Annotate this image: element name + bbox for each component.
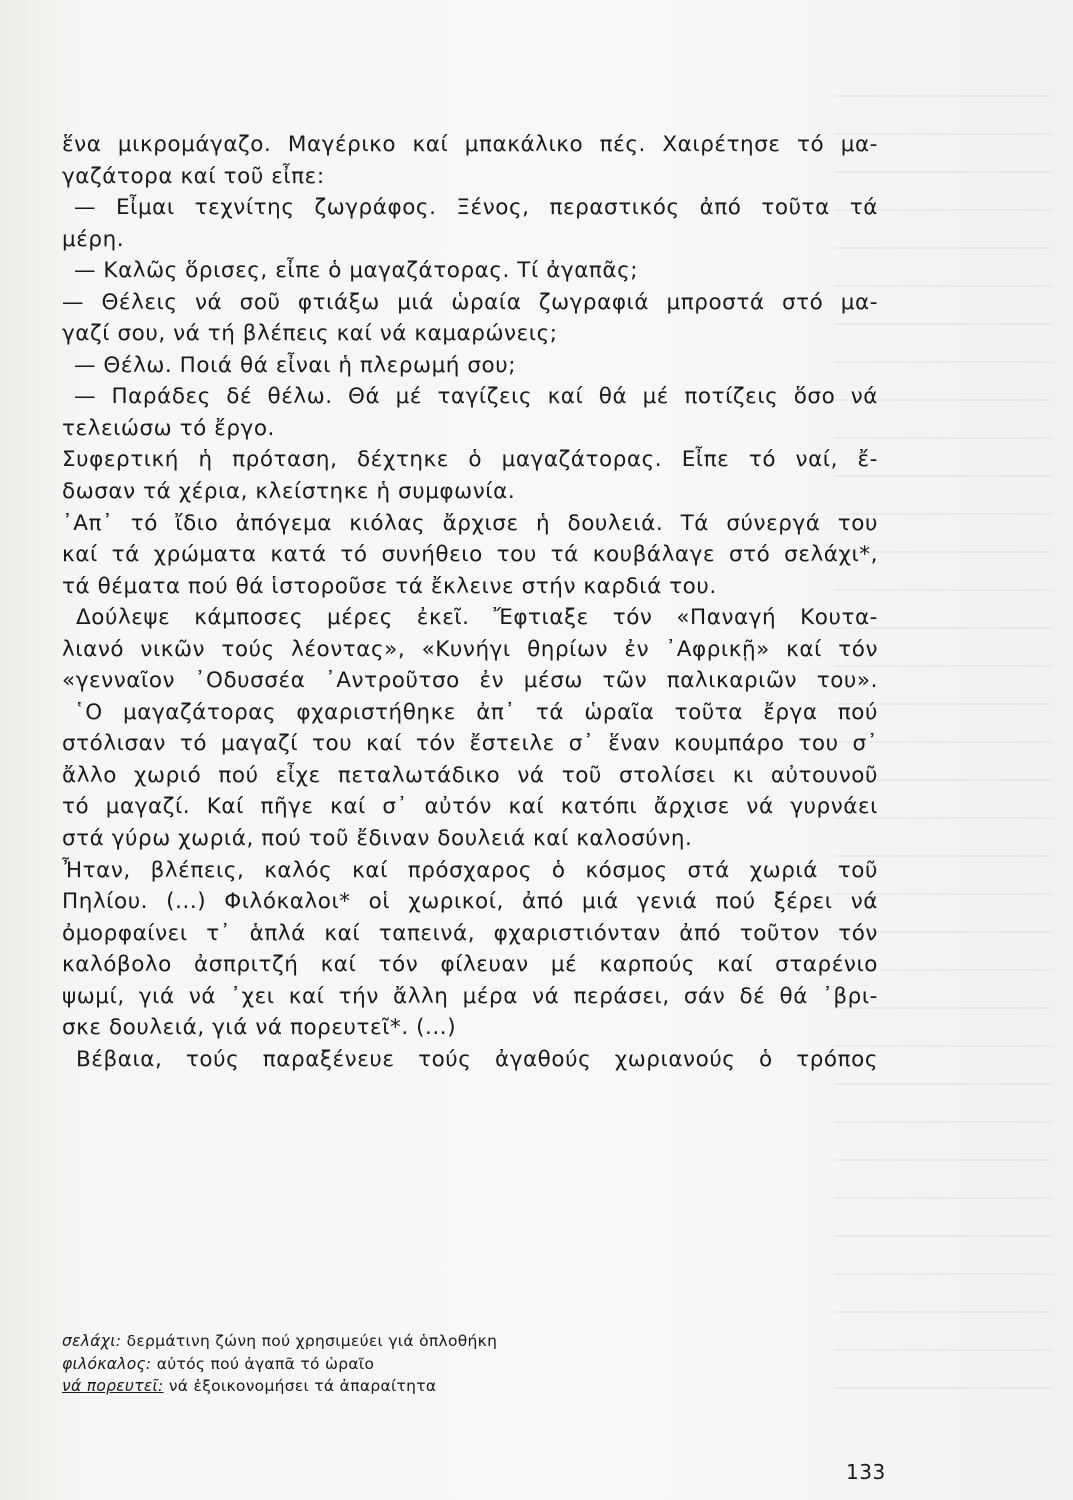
body-line: ψωμί, γιά νά ᾿χει καί τήν ἄλλη μέρα νά περάσει, σάν δέ θά ᾿βρι- — [62, 983, 878, 1009]
body-line: καλόβολο ἀσπριτζή καί τόν φίλευαν μέ καρπούς καί σταρένιο — [62, 952, 878, 978]
body-line: ὀμορφαίνει τ᾿ ἁπλά καί ταπεινά, φχαριστιόνταν ἀπό τοῦτον τόν — [62, 920, 878, 946]
page-number: 133 — [846, 1460, 886, 1484]
body-line: ῾Ο μαγαζάτορας φχαριστήθηκε ἀπ᾿ τά ὡραῖα τοῦτα ἔργα πού — [74, 699, 878, 725]
body-line: γαζάτορα καί τοῦ εἶπε: — [62, 163, 325, 189]
body-line: Ἦταν, βλέπεις, καλός καί πρόσχαρος ὁ κόσμος στά χωριά τοῦ — [62, 857, 878, 883]
body-line: ἕνα μικρομάγαζο. Μαγέρικο καί μπακάλικο πές. Χαιρέτησε τό μα- — [62, 132, 878, 157]
footnote — [62, 1375, 762, 1398]
body-line: σκε δουλειά, γιά νά πορευτεῖ*. (...) — [62, 1015, 457, 1041]
body-line: στά γύρω χωριά, πού τοῦ ἔδιναν δουλειά καί καλοσύνη. — [62, 826, 693, 852]
footnote-definition: αὐτός πού ἀγαπᾶ τό ὡραῖο — [156, 1354, 375, 1373]
body-line: δωσαν τά χέρια, κλείστηκε ἡ συμφωνία. — [62, 479, 516, 505]
body-line: — Παράδες δέ θέλω. Θά μέ ταγίζεις καί θά μέ ποτίζεις ὅσο νά — [74, 384, 878, 410]
body-line: ἄλλο χωριό πού εἶχε πεταλωτάδικο νά τοῦ στολίσει κι αὐτουνοῦ — [62, 762, 878, 788]
body-text — [62, 129, 878, 1075]
body-line: καί τά χρώματα κατά τό συνήθειο του τά κουβάλαγε στό σελάχι*, — [62, 542, 878, 568]
footnote-definition: νά ἐξοικονομήσει τά ἀπαραίτητα — [168, 1377, 437, 1395]
footnote — [62, 1330, 762, 1353]
body-line: Βέβαια, τούς παραξένευε τούς ἀγαθούς χωριανούς ὁ τρόπος — [76, 1046, 878, 1072]
body-line: — Θέλω. Ποιά θά εἶναι ἡ πλερωμή σου; — [74, 352, 517, 378]
body-line: μέρη. — [62, 226, 125, 252]
footnote-term: σελάχι: — [62, 1332, 122, 1350]
body-line: Δούλεψε κάμποσες μέρες ἐκεῖ. Ἔφτιαξε τόν «Παναγή Κουτα- — [76, 605, 878, 631]
body-line: Συφερτική ἡ πρόταση, δέχτηκε ὁ μαγαζάτορας. Εἶπε τό ναί, ἔ- — [62, 447, 878, 473]
footnotes — [62, 1330, 762, 1398]
body-line: στόλισαν τό μαγαζί του καί τόν ἔστειλε σ᾿ ἕναν κουμπάρο του σ᾿ — [62, 731, 878, 757]
footnote-term: φιλόκαλος: — [62, 1354, 152, 1373]
body-line: — Θέλεις νά σοῦ φτιάξω μιά ὡραία ζωγραφιά μπροστά στό μα- — [62, 289, 878, 315]
body-line: λιανό νικῶν τούς λέοντας», «Κυνήγι θηρίων ἐν ᾿Αφρικῇ» καί τόν — [62, 636, 878, 662]
body-line: ᾿Απ᾿ τό ἴδιο ἀπόγεμα κιόλας ἄρχισε ἡ δουλειά. Τά σύνεργά του — [62, 510, 878, 536]
body-line: — Εἶμαι τεχνίτης ζωγράφος. Ξένος, περαστικός ἀπό τοῦτα τά — [74, 195, 878, 221]
footnote — [62, 1353, 762, 1376]
body-line: Πηλίου. (...) Φιλόκαλοι* οἱ χωρικοί, ἀπό μιά γενιά πού ξέρει νά — [62, 889, 878, 915]
body-line: «γενναῖον ᾿Οδυσσέα ᾿Αντροῦτσο ἐν μέσω τῶν παλικαριῶν του». — [62, 668, 878, 694]
body-line: τά θέματα πού θά ἱστοροῦσε τά ἔκλεινε στήν καρδιά του. — [62, 573, 717, 599]
footnote-term: νά πορευτεῖ: — [62, 1377, 164, 1395]
footnote-definition: δερμάτινη ζώνη πού χρησιμεύει γιά ὁπλοθήκη — [126, 1332, 498, 1350]
body-line: τελειώσω τό ἔργο. — [62, 415, 275, 441]
body-line: γαζί σου, νά τή βλέπεις καί νά καμαρώνεις; — [62, 321, 558, 347]
body-line: — Καλῶς ὅρισες, εἶπε ὁ μαγαζάτορας. Τί ἀγαπᾶς; — [74, 258, 639, 284]
body-line: τό μαγαζί. Καί πῆγε καί σ᾿ αὐτόν καί κατόπι ἄρχισε νά γυρνάει — [62, 794, 878, 820]
